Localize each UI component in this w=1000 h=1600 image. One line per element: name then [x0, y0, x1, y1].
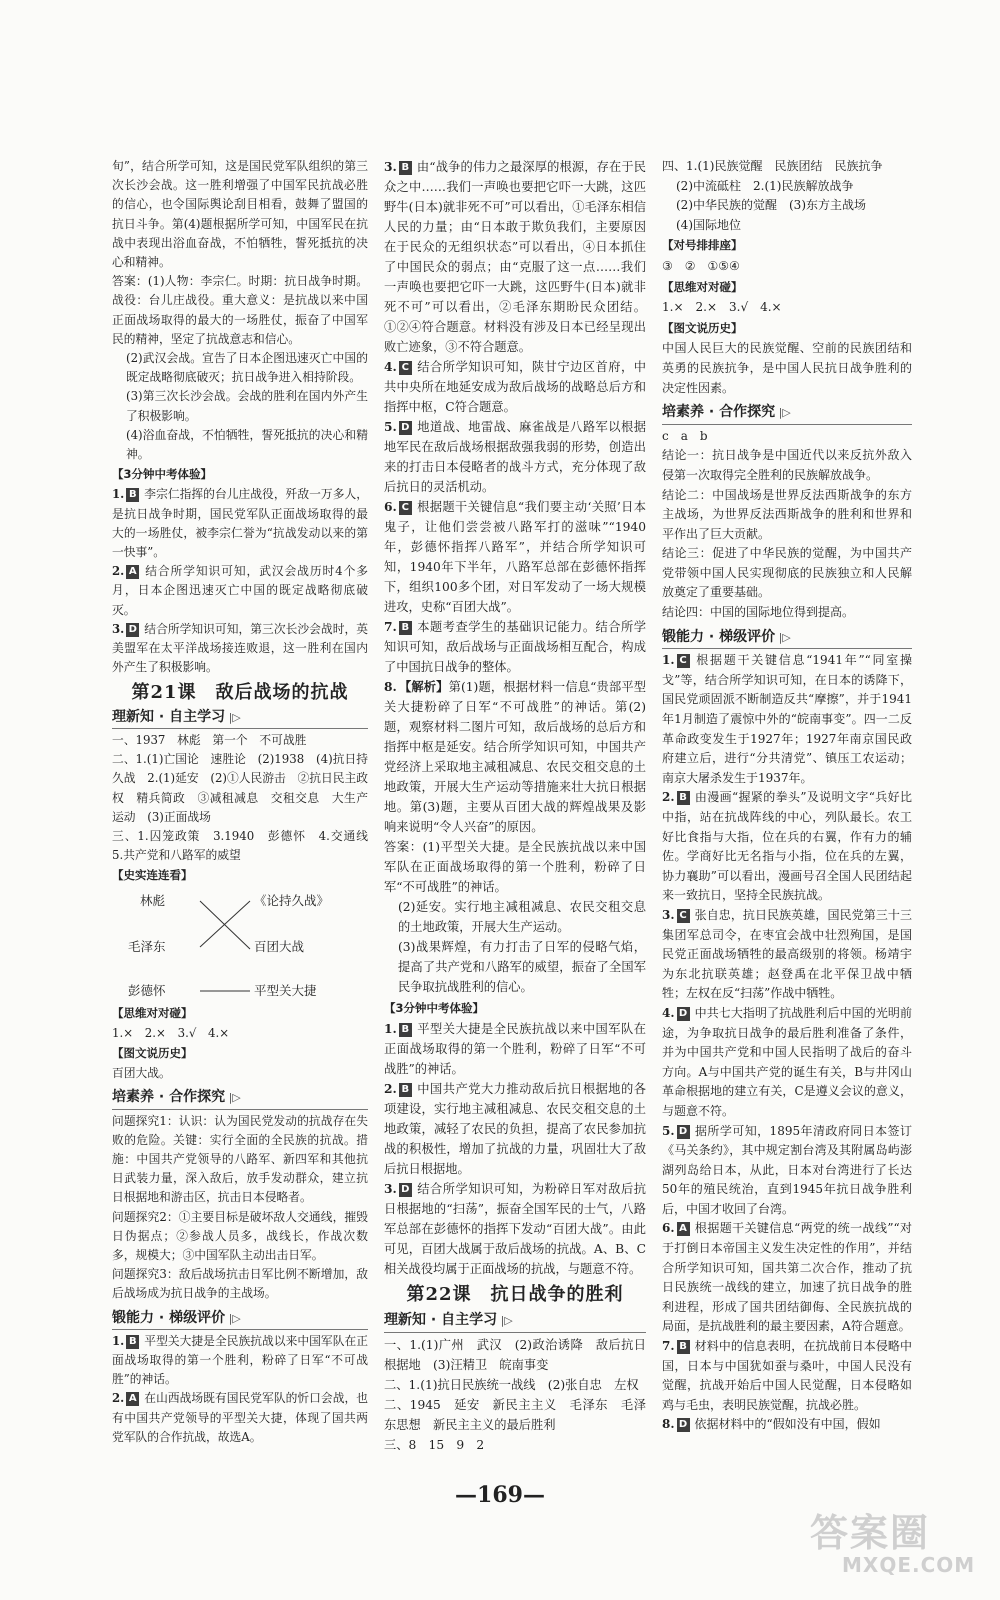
knowledge-line: 四、1.(1)民族觉醒 民族团结 民族抗争: [662, 159, 883, 173]
conclusion-item: 结论二：中国战场是世界反法西斯战争的东方主战场，为世界反法西斯战争的胜利和世界和平作出了巨大贡献。: [662, 487, 912, 541]
answer-part-3: (3)战果辉煌，有力打击了日军的侵略气焰，提高了共产党和八路军的威望，振奋了全国军民争取抗战胜利的信心。: [398, 940, 646, 994]
answer-badge: C: [399, 361, 412, 375]
picture-history-heading: 【图文说历史】: [662, 320, 743, 335]
answer-badge: D: [126, 623, 139, 637]
question-item: 8. D 依据材料中的“假如没有中国，假如: [662, 1417, 881, 1432]
conclusion-item: 结论一：抗日战争是中国近代以来反抗外敌入侵第一次取得完全胜利的民族解放战争。: [662, 448, 912, 482]
chevron-right-icon: |▷: [775, 630, 791, 644]
answer-badge: C: [677, 909, 690, 923]
answer-badge: D: [677, 1418, 690, 1432]
answer-text: 答案：(1)平型关大捷。是全民族抗战以来中国军队在正面战场取得的第一个胜利，粉碎了日军“不可战胜”的神话。: [384, 840, 646, 894]
question-item: 4. C 结合所学知识可知，陕甘宁边区首府，中共中央所在地延安成为敌后战场的战略总后方和指挥中枢，C符合题意。: [384, 359, 646, 414]
answer-part-3: (3)第三次长沙会战。会战的胜利在国内外产生了积极影响。: [126, 389, 368, 423]
chevron-right-icon: |▷: [497, 1314, 513, 1327]
true-false-answers: 1.× 2.× 3.√ 4.×: [112, 1025, 230, 1040]
section-heading: 培素养 · 合作探究 |▷: [112, 1088, 368, 1107]
answer-part-2: (2)武汉会战。宣告了日本企图迅速灭亡中国的既定战略彻底破灭；抗日战争进入相持阶段。: [126, 351, 368, 385]
explore-item: 问题探究1：认识：认为国民党发动的抗战存在失败的危险。关键：实行全面的全民族的抗战。措施：中国共产党领导的八路军、新四军和其他抗日武装力量，深入敌后，放手发动群众，建立抗日根据地和游击区，抗击日本侵略者。: [112, 1113, 368, 1205]
knowledge-line: 一、1.(1)广州 武汉 (2)政治诱降 敌后抗日根据地 (3)汪精卫 皖南事变: [384, 1338, 646, 1372]
match-left-item: 彭德怀: [128, 982, 166, 998]
answer-part-2: (2)延安。实行地主减租减息、农民交租交息的土地政策，开展大生产运动。: [398, 900, 646, 934]
answer-badge: B: [399, 1023, 412, 1037]
match-right-item: 百团大战: [254, 938, 305, 954]
chevron-right-icon: |▷: [225, 710, 241, 724]
column-left: [112, 157, 380, 1447]
answer-badge: B: [126, 488, 139, 502]
ordering-answer: ③ ② ①⑤④: [662, 258, 740, 273]
explore-item: 问题探究2：①主要目标是破坏敌人交通线，摧毁日伪据点；②参战人员多，战线长，作战次数多，规模大；③中国军队主动出击日军。: [112, 1209, 368, 1262]
match-right-item: 平型关大捷: [254, 982, 317, 998]
knowledge-line: (4)国际地位: [676, 217, 741, 232]
answer-badge: B: [399, 1083, 412, 1097]
true-false-answers: 1.× 2.× 3.√ 4.×: [662, 300, 782, 315]
question-item: 6. C 根据题干关键信息“我们要主动‘关照’日本鬼子，让他们尝尝被八路军打的滋味”“1940年，彭德怀指挥八路军”，并结合所学知识可知，1940年下半年，八路军总部在彭德怀指挥下，组织100多个团，对日军发动了一场大规模进攻，史称“百团大战”。: [384, 499, 646, 614]
answer-badge: B: [677, 791, 690, 805]
question-item: 3. C 张自忠，抗日民族英雄，国民党第三十三集团军总司令，在枣宜会战中壮烈殉国，是国民党正面战场牺牲的最高级别的将领。杨靖宇为东北抗联英雄；赵登禹在北平保卫战中牺牲；左权在反“扫荡”作战中牺牲。: [662, 907, 912, 1001]
question-item: 2. B 由漫画“握紧的拳头”及说明文字“兵好比中指，站在抗战阵线的中心，列队最长。农工好比食指与大指，位在兵的右翼，作有力的辅佐。学商好比无名指与小指，位在兵的左翼，协力襄助”可以看出，漫画号召全国人民团结起来一致抗日，坚持全民族抗战。: [662, 790, 912, 903]
section-heading: 锻能力 · 梯级评价 |▷: [112, 1309, 368, 1328]
question-item: 2. A 在山西战场既有国民党军队的忻口会战，也有中国共产党领导的平型关大捷，体现了国共两党军队的合作抗战，故选A。: [112, 1391, 368, 1444]
picture-answer: 中国人民巨大的民族觉醒、空前的民族团结和英勇的民族抗争，是中国人民抗日战争胜利的决定性因素。: [662, 341, 912, 395]
exam-experience-heading: 【3分钟中考体验】: [112, 467, 213, 482]
knowledge-line: 二、1.(1)亡国论 速胜论 (2)1938 (4)抗日持久战 2.(1)延安 (2)①人民游击 ②抗日民主政权 精兵简政 ③减租减息 交租交息 大生产运动 (3)正面战场: [112, 752, 368, 824]
answer-badge: D: [677, 1007, 690, 1021]
question-item: 3. D 结合所学知识可知，第三次长沙会战时，英美盟军在太平洋战场接连败退，这一胜利在国内外产生了积极影响。: [112, 621, 368, 675]
ordering-heading: 【对号排排座】: [662, 238, 743, 253]
question-item: 1. B 李宗仁指挥的台儿庄战役，歼敌一万多人，是抗日战争时期，国民党军队正面战场取得的最大的一场胜仗，被李宗仁誉为“抗战发动以来的第一快事”。: [112, 487, 368, 560]
exam-experience-heading: 【3分钟中考体验】: [384, 1001, 485, 1015]
knowledge-line: 二、1945 延安 新民主主义 毛泽东 毛泽东思想 新民主主义的最后胜利: [384, 1398, 646, 1432]
section-heading: 锻能力 · 梯级评价 |▷: [662, 628, 912, 648]
question-item: 4. D 中共七大指明了抗战胜利后中国的光明前途，为争取抗日战争的最后胜利准备了条件，并为中国共产党和中国人民指明了战后的奋斗方向。A与中国共产党的诞生有关，B与井冈山革命根据地的建立有关，C是遵义会议的意义，与题意不符。: [662, 1005, 912, 1118]
lesson-21-title: 第21课 敌后战场的抗战: [131, 682, 349, 704]
question-item: 1. C 根据题干关键信息“1941年”“同室操戈”等，结合所学知识可知，在日本的诱降下，国民党顽固派不断制造反共“摩擦”，并于1941年1月制造了震惊中外的“皖南事变”。四一二反革命政变发生于1927年；1927年南京国民政府建立后，进行“分共清党”、镇压工农运动；南京大屠杀发生于1937年。: [662, 653, 912, 785]
knowledge-line: (2)中华民族的觉醒 (3)东方主战场: [676, 198, 866, 213]
answer-badge: D: [399, 421, 412, 435]
picture-answer: 百团大战。: [112, 1066, 171, 1081]
answer-badge: B: [677, 1340, 690, 1354]
question-item: 7. B 材料中的信息表明，在抗战前日本侵略中国，日本与中国犹如蚕与桑叶，中国人民没有觉醒，抗战开始后中国人民觉醒，日本侵略如鸡与毛虫，表明民族觉醒，抗战必胜。: [662, 1339, 912, 1412]
answer-text: 答案：(1)人物：李宗仁。时期：抗日战争时期。战役：台儿庄战役。重大意义：是抗战以来中国正面战场取得的最大的一场胜仗，振奋了中国军民的精神，坚定了抗战意志和信心。: [112, 274, 368, 346]
answer-badge: A: [126, 1392, 139, 1406]
question-item: 5. D 据所学可知，1895年清政府同日本签订《马关条约》，其中规定割台湾及其附属岛屿澎湖列岛给日本，从此，日本对台湾进行了长达50年的殖民统治，直到1945年抗日战争胜利后，中国才收回了台湾。: [662, 1123, 912, 1216]
answer-badge: C: [399, 501, 412, 515]
thinking-heading: 【思维对对碰】: [662, 279, 743, 294]
answer-badge: D: [677, 1125, 690, 1139]
section-heading: 培素养 · 合作探究 |▷: [662, 403, 912, 423]
match-right-item: 《论持久战》: [254, 892, 330, 908]
thinking-heading: 【思维对对碰】: [112, 1005, 193, 1020]
lesson-22-title: 第22课 抗日战争的胜利: [406, 1284, 624, 1305]
matching-diagram: [112, 887, 368, 1003]
conclusion-item: 结论三：促进了中华民族的觉醒，为中国共产党带领中国人民实现彻底的民族独立和人民解放奠定了重要基础。: [662, 546, 912, 600]
answer-part-4: (4)浴血奋战，不怕牺牲，誓死抵抗的决心和精神。: [126, 427, 368, 462]
intro-text: 旬”，结合所学可知，这是国民党军队组织的第三次长沙会战。这一胜利增强了中国军民抗战必胜的信心，也令国际舆论刮目相看，鼓舞了盟国的抗日斗争。第(4)题根据所学可知，中国军民在抗战中表现出浴血奋战，不怕牺牲，誓死抵抗的决心和精神。: [112, 159, 368, 270]
question-item: 1. B 平型关大捷是全民族抗战以来中国军队在正面战场取得的第一个胜利，粉碎了日军“不可战胜”的神话。: [384, 1021, 646, 1076]
watermark-logo: 答案圈: [810, 1511, 931, 1555]
knowledge-line: 三、1.囚笼政策 3.1940 彭德怀 4.交通线 5.共产党和八路军的威望: [112, 828, 380, 863]
watermark-url: MXQE.COM: [842, 1553, 976, 1577]
column-right: [662, 157, 912, 1435]
section-heading: 理新知 · 自主学习 |▷: [384, 1310, 646, 1331]
question-item: 1. B 平型关大捷是全民族抗战以来中国军队在正面战场取得的第一个胜利，粉碎了日军“不可战胜”的神话。: [112, 1333, 368, 1387]
question-item: 6. A 根据题干关键信息“两党的统一战线”“对于打倒日本帝国主义发生决定性的作用”，并结合所学知识可知，国共第二次合作，推动了抗日民族统一战线的建立，加速了抗日战争的胜利进程，形成了国共团结御侮、全民族抗战的局面，是抗战胜利的最主要因素，A符合题意。: [662, 1221, 912, 1334]
page-number: —169—: [455, 1482, 545, 1508]
knowledge-line: 三、8 15 9 2: [384, 1438, 485, 1452]
matching-heading: 【史实连连看】: [112, 868, 193, 883]
answer-badge: D: [399, 1183, 412, 1197]
explore-item: 问题探究3：敌后战场抗击日军比例不断增加，敌后战场成为抗日战争的主战场。: [112, 1267, 368, 1301]
question-item: 8. 【解析】第(1)题，根据材料一信息“贵部平型关大捷粉碎了日军“不可战胜”的神话。第(2)题，观察材料二图片可知，敌后战场的总后方和指挥中枢是延安。结合所学知识可知，中国共产党经济上采取地主减租减息、农民交租交息的土地政策，开展大生产运动等措施来壮大抗日根据地。第(3)题，主要从百团大战的辉煌战果及影响来说明“令人兴奋”的原因。: [384, 679, 647, 834]
question-item: 3. D 结合所学知识可知，为粉碎日军对敌后抗日根据地的“扫荡”，振奋全国军民的士气，八路军总部在彭德怀的指挥下发动“百团大战”。由此可见，百团大战属于敌后战场的抗战。A、B、C相关战役均属于正面战场的抗战，与题意不符。: [384, 1181, 646, 1276]
knowledge-line: 一、1937 林彪 第一个 不可战胜: [112, 732, 307, 747]
analysis-label: 【解析】: [398, 679, 449, 694]
chevron-right-icon: |▷: [225, 1311, 241, 1325]
section-heading: 理新知 · 自主学习 |▷: [112, 708, 368, 727]
answer-badge: A: [126, 565, 139, 579]
answer-badge: B: [399, 621, 412, 635]
chevron-right-icon: |▷: [225, 1091, 241, 1105]
answer-badge: B: [399, 161, 412, 175]
question-item: 2. B 中国共产党大力推动敌后抗日根据地的各项建设，实行地主减租减息、农民交租交息的土地政策，减轻了农民的负担，提高了农民参加抗战的积极性，增加了抗战的力量，巩固壮大了敌后抗日根据地。: [384, 1081, 646, 1176]
column-middle: [384, 157, 646, 1455]
answer-badge: A: [677, 1222, 690, 1236]
chevron-right-icon: |▷: [775, 406, 791, 420]
question-item: 5. D 地道战、地雷战、麻雀战是八路军以根据地军民在敌后战场根据敌强我弱的形势，创造出来的打击日本侵略者的战斗方式，充分体现了敌后抗日的灵活机动。: [384, 419, 646, 494]
picture-history-heading: 【图文说历史】: [112, 1045, 193, 1060]
knowledge-line: (2)中流砥柱 2.(1)民族解放战争: [676, 178, 854, 193]
conclusion-item: 结论四：中国的国际地位得到提高。: [662, 605, 855, 620]
match-left-item: 林彪: [140, 892, 166, 908]
answer-badge: C: [677, 654, 690, 668]
match-left-item: 毛泽东: [128, 938, 166, 954]
question-item: 3. B 由“战争的伟力之最深厚的根源，存在于民众之中……我们一声唤也要把它吓一大跳，这匹野牛(日本)就非死不可”可以看出，①毛泽东相信人民的力量；由“日本敢于欺负我们，主要原因在于民众的无组织状态”可以看出，④日本抓住了中国民众的弱点；由“克服了这一点……我们一声唤也要把它吓一大跳，这匹野牛(日本)就非死不可”可以看出，②毛泽东期盼民众团结。①②④符合题意。材料没有涉及日本已经呈现出败亡迹象，③不符合题意。: [384, 159, 646, 354]
question-item: 7. B 本题考查学生的基础识记能力。结合所学知识可知，敌后战场与正面战场相互配合，构成了中国抗日战争的整体。: [384, 619, 646, 674]
knowledge-line: 二、1.(1)抗日民族统一战线 (2)张自忠 左权: [384, 1378, 639, 1392]
question-item: 2. A 结合所学知识可知，武汉会战历时4个多月，日本企图迅速灭亡中国的既定战略彻底破灭。: [112, 564, 368, 617]
cab-answer: c a b: [662, 428, 708, 443]
answer-badge: B: [126, 1335, 139, 1349]
